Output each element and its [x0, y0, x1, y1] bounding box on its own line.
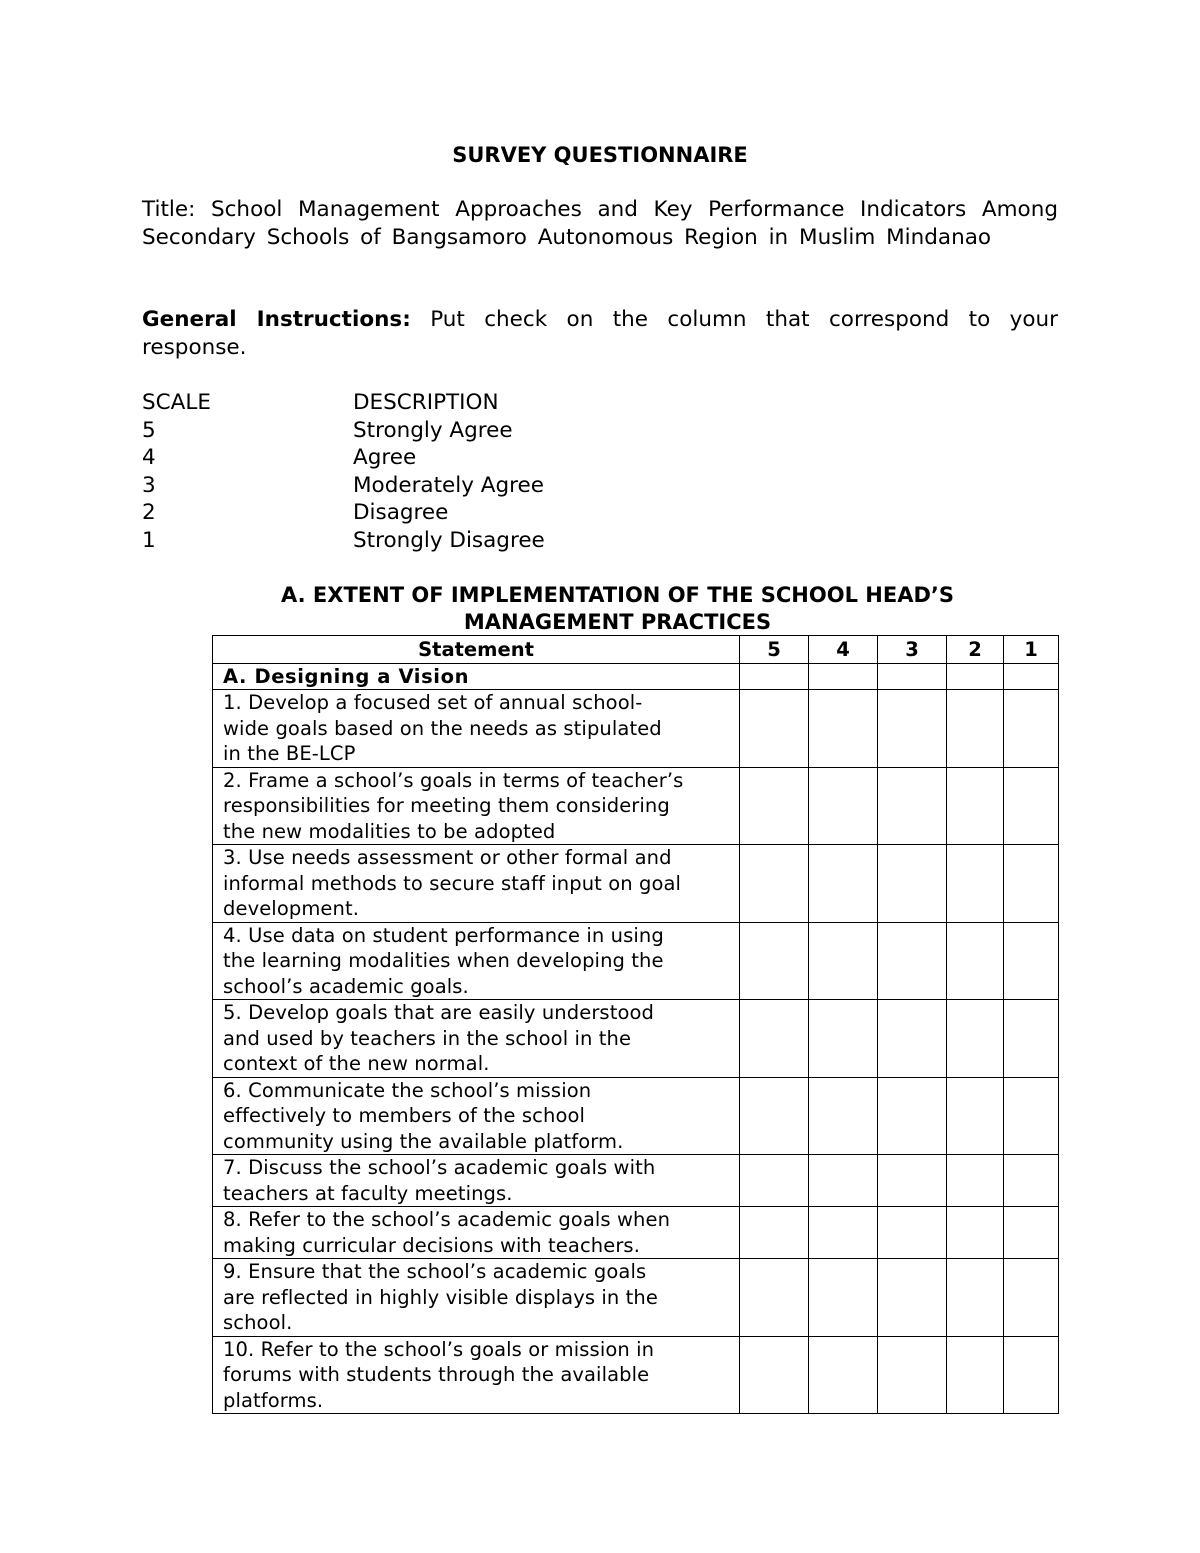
rating-cell[interactable] [878, 1077, 947, 1155]
rating-cell[interactable] [1004, 845, 1059, 923]
rating-cell[interactable] [809, 664, 878, 690]
rating-cell[interactable] [1004, 690, 1059, 768]
scale-header-row [142, 389, 642, 417]
statement-cell [213, 1000, 740, 1078]
scale-description: Strongly Agree [353, 417, 513, 443]
rating-cell[interactable] [947, 690, 1004, 768]
rating-cell[interactable] [947, 664, 1004, 690]
statement-line: making curricular decisions with teachers. [223, 1233, 640, 1257]
description-column-header: DESCRIPTION [353, 390, 499, 415]
rating-cell[interactable] [1004, 1336, 1059, 1414]
statement-line: teachers at faculty meetings. [223, 1181, 513, 1205]
statement-line: in the BE-LCP [223, 742, 356, 765]
statement-cell [213, 922, 740, 1000]
statement-line: are reflected in highly visible displays in the [223, 1285, 658, 1309]
rating-cell[interactable] [809, 845, 878, 923]
rating-cell[interactable] [947, 767, 1004, 845]
table-row [213, 1155, 1059, 1207]
statement-line: forums with students through the available [223, 1363, 650, 1386]
statement-cell [213, 1336, 740, 1414]
scale-value: 2 [142, 500, 156, 526]
rating-cell[interactable] [878, 767, 947, 845]
rating-cell[interactable] [740, 845, 809, 923]
rating-cell[interactable] [947, 922, 1004, 1000]
rating-cell[interactable] [740, 1259, 809, 1337]
rating-cell[interactable] [1004, 1077, 1059, 1155]
statement-line: platforms. [223, 1388, 324, 1412]
rating-cell[interactable] [1004, 1155, 1059, 1207]
table-row [213, 1077, 1059, 1155]
survey-title-paragraph [142, 196, 1058, 252]
rating-cell[interactable] [740, 1000, 809, 1078]
statement-cell [213, 690, 740, 768]
scale-row [142, 472, 642, 500]
statement-line: context of the new normal. [223, 1052, 490, 1075]
table-header-row [213, 636, 1059, 664]
statement-line: school. [223, 1311, 293, 1334]
table-row [213, 767, 1059, 845]
scale-value: 3 [142, 472, 156, 498]
statement-line: 4. Use data on student performance in using [223, 923, 664, 947]
statement-line: informal methods to secure staff input on goal [223, 871, 682, 895]
table-row [213, 1000, 1059, 1078]
rating-cell[interactable] [809, 1259, 878, 1337]
rating-cell[interactable] [947, 1336, 1004, 1414]
survey-title-text: School Management Approaches and Key Performance Indicators Among Secondary Schools of Bangsamoro Autonomous Region in Muslim Mindanao [142, 197, 1058, 250]
statement-line: 8. Refer to the school’s academic goals when [223, 1208, 671, 1231]
statement-cell [213, 1259, 740, 1337]
statement-line: 7. Discuss the school’s academic goals with [223, 1156, 656, 1179]
rating-cell[interactable] [809, 922, 878, 1000]
section-heading [0, 582, 1200, 635]
rating-cell[interactable] [740, 664, 809, 690]
statement-cell [213, 845, 740, 923]
rating-cell[interactable] [740, 1077, 809, 1155]
rating-cell[interactable] [878, 1207, 947, 1259]
rating-cell[interactable] [878, 1336, 947, 1414]
scale-column-header: SCALE [142, 390, 211, 415]
statement-line: 9. Ensure that the school’s academic goals [223, 1260, 647, 1283]
scale-row [142, 527, 642, 555]
rating-2-column-header: 2 [947, 636, 1004, 664]
rating-cell[interactable] [1004, 767, 1059, 845]
rating-cell[interactable] [740, 1155, 809, 1207]
table-row [213, 1336, 1059, 1414]
rating-cell[interactable] [947, 1000, 1004, 1078]
rating-cell[interactable] [809, 1207, 878, 1259]
statement-line: school’s academic goals. [223, 974, 469, 998]
table-row [213, 1259, 1059, 1337]
statement-cell [213, 767, 740, 845]
category-row [213, 664, 1059, 690]
rating-cell[interactable] [809, 690, 878, 768]
rating-cell[interactable] [1004, 1000, 1059, 1078]
rating-cell[interactable] [809, 1000, 878, 1078]
scale-value: 4 [142, 445, 156, 471]
rating-cell[interactable] [809, 1336, 878, 1414]
rating-cell[interactable] [1004, 1207, 1059, 1259]
statement-line: 3. Use needs assessment or other formal and [223, 846, 672, 869]
rating-cell[interactable] [878, 1259, 947, 1337]
title-label: Title: [142, 197, 196, 222]
rating-cell[interactable] [740, 767, 809, 845]
statement-column-header: Statement [213, 636, 740, 664]
scale-row [142, 444, 642, 472]
statement-line: responsibilities for meeting them considering [223, 794, 670, 817]
statement-line: 2. Frame a school’s goals in terms of teacher’s [223, 768, 684, 792]
statement-line: effectively to members of the school [223, 1104, 586, 1127]
table-row [213, 922, 1059, 1000]
rating-cell[interactable] [809, 1077, 878, 1155]
category-label: A. Designing a Vision [213, 664, 740, 690]
survey-table [212, 635, 1059, 1414]
statement-line: the new modalities to be adopted [223, 819, 556, 843]
rating-cell[interactable] [878, 922, 947, 1000]
scale-row [142, 417, 642, 445]
rating-cell[interactable] [809, 1155, 878, 1207]
rating-cell[interactable] [1004, 922, 1059, 1000]
rating-cell[interactable] [809, 767, 878, 845]
scale-row [142, 499, 642, 527]
instructions-label: General Instructions: [142, 307, 411, 332]
general-instructions-paragraph [142, 306, 1058, 362]
statement-line: 1. Develop a focused set of annual school- [223, 691, 643, 714]
statement-line: 10. Refer to the school’s goals or mission in [223, 1337, 655, 1361]
table-row [213, 1207, 1059, 1259]
scale-description: Agree [353, 445, 417, 471]
rating-cell[interactable] [1004, 1259, 1059, 1337]
table-row [213, 845, 1059, 923]
document-heading: SURVEY QUESTIONNAIRE [452, 143, 748, 167]
instructions-text: Put check on the column that correspond to your response. [142, 307, 1058, 360]
rating-cell[interactable] [947, 1259, 1004, 1337]
statement-cell [213, 1077, 740, 1155]
statement-line: wide goals based on the needs as stipulated [223, 716, 662, 740]
statement-line: and used by teachers in the school in the [223, 1026, 632, 1050]
statement-line: development. [223, 897, 360, 920]
rating-cell[interactable] [947, 1207, 1004, 1259]
scale-value: 5 [142, 417, 156, 443]
statement-line: the learning modalities when developing the [223, 949, 664, 972]
rating-4-column-header: 4 [809, 636, 878, 664]
rating-cell[interactable] [740, 922, 809, 1000]
rating-5-column-header: 5 [740, 636, 809, 664]
rating-1-column-header: 1 [1004, 636, 1059, 664]
statement-line: 6. Communicate the school’s mission [223, 1078, 592, 1102]
rating-cell[interactable] [740, 1336, 809, 1414]
rating-cell[interactable] [740, 690, 809, 768]
scale-description: Moderately Agree [353, 472, 544, 498]
rating-scale-legend [142, 389, 642, 555]
rating-cell[interactable] [947, 1155, 1004, 1207]
statement-line: 5. Develop goals that are easily understood [223, 1001, 654, 1024]
section-heading-line: A. EXTENT OF IMPLEMENTATION OF THE SCHOOL HEAD’S [281, 583, 954, 607]
table-row [213, 690, 1059, 768]
rating-cell[interactable] [947, 1077, 1004, 1155]
scale-description: Disagree [353, 500, 449, 526]
statement-cell [213, 1207, 740, 1259]
rating-cell[interactable] [947, 845, 1004, 923]
statement-line: community using the available platform. [223, 1129, 624, 1153]
rating-cell[interactable] [878, 690, 947, 768]
rating-cell[interactable] [878, 845, 947, 923]
rating-cell[interactable] [740, 1207, 809, 1259]
section-heading-line: MANAGEMENT PRACTICES [463, 609, 772, 634]
scale-value: 1 [142, 527, 156, 553]
rating-3-column-header: 3 [878, 636, 947, 664]
rating-cell[interactable] [878, 1155, 947, 1207]
scale-description: Strongly Disagree [353, 527, 545, 553]
rating-cell[interactable] [878, 1000, 947, 1078]
rating-cell[interactable] [878, 664, 947, 690]
statement-cell [213, 1155, 740, 1207]
rating-cell[interactable] [1004, 664, 1059, 690]
